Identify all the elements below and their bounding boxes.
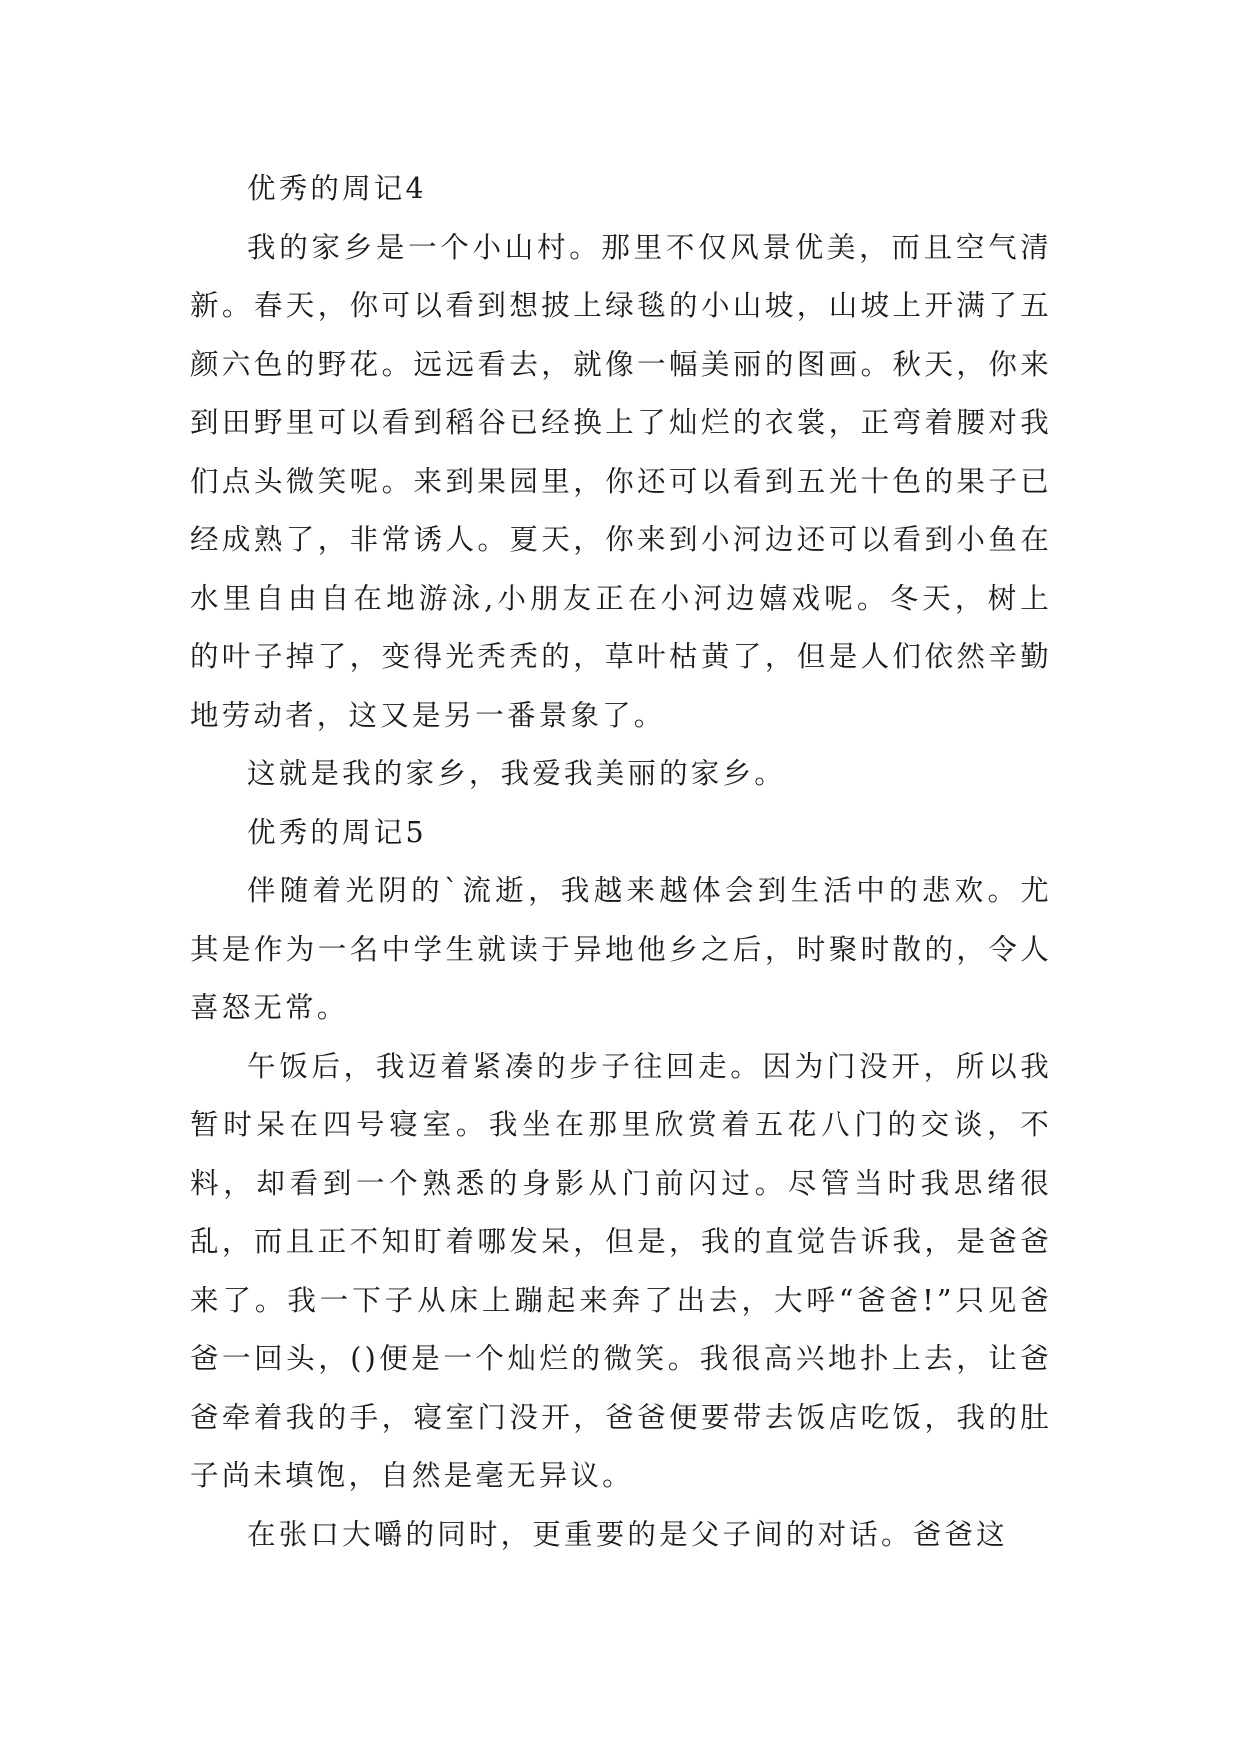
section-heading-4: 优秀的周记4	[247, 172, 427, 205]
paragraph-time-passing: 伴随着光阴的`流逝，我越来越体会到生活中的悲欢。尤其是作为一名中学生就读于异地他乡之后，时聚时散的，令人喜怒无常。	[190, 874, 1052, 1024]
document-body	[190, 160, 1052, 1564]
paragraph-father-visit: 午饭后，我迈着紧凑的步子往回走。因为门没开，所以我暂时呆在四号寝室。我坐在那里欣赏着五花八门的交谈，不料，却看到一个熟悉的身影从门前闪过。尽管当时我思绪很乱，而且正不知盯着哪发呆，但是，我的直觉告诉我，是爸爸来了。我一下子从床上蹦起来奔了出去，大呼“爸爸!”只见爸爸一回头，()便是一个灿烂的微笑。我很高兴地扑上去，让爸爸牵着我的手，寝室门没开，爸爸便要带去饭店吃饭，我的肚子尚未填饱，自然是毫无异议。	[190, 1049, 1052, 1492]
paragraph-hometown-conclusion: 这就是我的家乡，我爱我美丽的家乡。	[247, 757, 786, 790]
paragraph-conversation: 在张口大嚼的同时，更重要的是父子间的对话。爸爸这	[247, 1517, 1008, 1551]
section-heading-5: 优秀的周记5	[247, 815, 427, 849]
paragraph-hometown-description: 我的家乡是一个小山村。那里不仅风景优美，而且空气清新。春天，你可以看到想披上绿毯的小山坡，山坡上开满了五颜六色的野花。远远看去，就像一幅美丽的图画。秋天，你来到田野里可以看到稻谷已经换上了灿烂的衣裳，正弯着腰对我们点头微笑呢。来到果园里，你还可以看到五光十色的果子已经成熟了，非常诱人。夏天，你来到小河边还可以看到小鱼在水里自由自在地游泳,小朋友正在小河边嬉戏呢。冬天，树上的叶子掉了，变得光秃秃的，草叶枯黄了，但是人们依然辛勤地劳动者，这又是另一番景象了。	[190, 230, 1052, 732]
